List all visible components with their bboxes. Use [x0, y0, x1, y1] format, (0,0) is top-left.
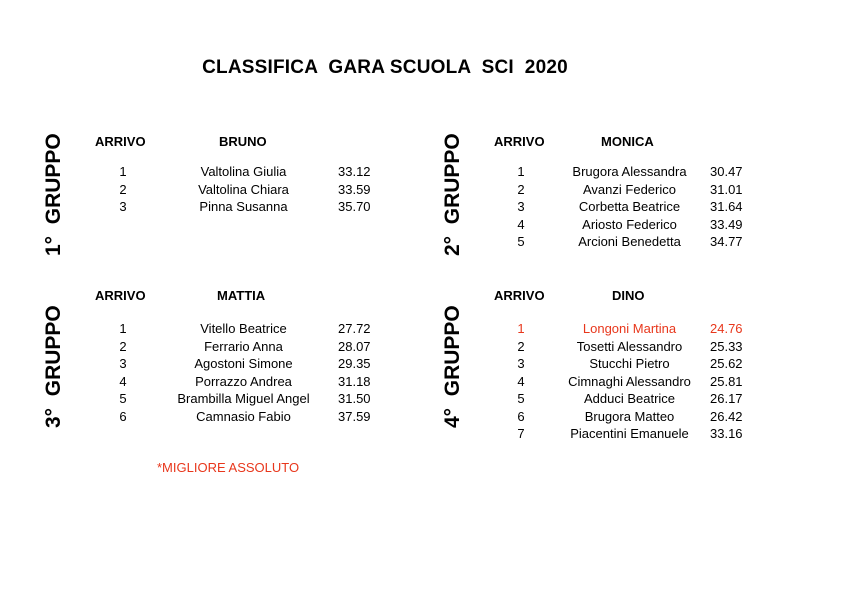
result-time: 35.70 [338, 199, 371, 214]
result-position: 1 [517, 321, 525, 336]
result-name: Ferrario Anna [204, 338, 283, 354]
result-time: 31.50 [338, 391, 371, 406]
result-name: Corbetta Beatrice [578, 199, 681, 214]
result-row [113, 198, 393, 216]
result-row [511, 216, 801, 234]
result-row [511, 373, 801, 391]
group-4-instructor: DINO [612, 288, 645, 303]
result-time: 33.16 [710, 426, 743, 441]
result-row [511, 320, 801, 338]
group-4-label: 4° GRUPPO [441, 305, 464, 428]
result-name: Porrazzo Andrea [195, 373, 292, 389]
result-name: Vitello Beatrice [200, 321, 287, 336]
result-time: 25.81 [710, 373, 743, 389]
result-time: 34.77 [710, 234, 743, 249]
group-3-label: 3° GRUPPO [42, 305, 65, 428]
group-2-arrivo-header: ARRIVO [494, 134, 545, 149]
result-name: Ariosto Federico [582, 216, 677, 232]
result-row [511, 233, 801, 251]
result-position: 2 [517, 181, 525, 197]
result-time: 27.72 [338, 321, 371, 336]
result-time: 25.33 [710, 338, 743, 354]
result-name: Longoni Martina [582, 321, 677, 336]
group-4-arrivo-header: ARRIVO [494, 288, 545, 303]
result-row [511, 425, 801, 443]
result-name: Pinna Susanna [199, 199, 288, 214]
result-row [511, 181, 801, 199]
result-name: Valtolina Chiara [198, 181, 289, 197]
result-position: 3 [517, 356, 525, 371]
group-2-label: 2° GRUPPO [441, 133, 464, 256]
result-row [113, 163, 393, 181]
result-row [113, 320, 393, 338]
result-time: 29.35 [338, 356, 371, 371]
result-time: 33.49 [710, 216, 743, 232]
result-position: 1 [119, 164, 127, 179]
result-row [511, 338, 801, 356]
result-name: Tosetti Alessandro [576, 338, 683, 354]
page-title: CLASSIFICA GARA SCUOLA SCI 2020 [202, 57, 568, 78]
result-time: 31.01 [710, 181, 743, 197]
result-time: 25.62 [710, 356, 743, 371]
result-name: Valtolina Giulia [200, 164, 287, 179]
result-position: 6 [119, 408, 127, 424]
result-row [511, 408, 801, 426]
result-position: 2 [517, 338, 525, 354]
group-3-results [113, 320, 393, 425]
result-row [511, 163, 801, 181]
result-row [113, 338, 393, 356]
result-row [511, 355, 801, 373]
result-time: 24.76 [710, 321, 743, 336]
group-4-results [511, 320, 801, 443]
result-position: 4 [517, 216, 525, 232]
result-position: 5 [517, 391, 525, 406]
result-row [113, 373, 393, 391]
result-position: 2 [119, 181, 127, 197]
result-row [113, 408, 393, 426]
result-time: 30.47 [710, 164, 743, 179]
result-position: 7 [517, 426, 525, 441]
group-2-instructor: MONICA [601, 134, 654, 149]
result-name: Camnasio Fabio [196, 408, 291, 424]
group-3-instructor: MATTIA [217, 288, 266, 303]
result-position: 5 [517, 234, 525, 249]
result-name: Cimnaghi Alessandro [568, 373, 691, 389]
result-row [113, 390, 393, 408]
best-overall-note: *MIGLIORE ASSOLUTO [157, 460, 300, 475]
group-3-arrivo-header: ARRIVO [95, 288, 146, 303]
result-position: 3 [119, 199, 127, 214]
result-position: 4 [119, 373, 127, 389]
result-name: Avanzi Federico [583, 181, 676, 197]
result-position: 4 [517, 373, 525, 389]
result-time: 31.64 [710, 199, 743, 214]
result-row [511, 198, 801, 216]
result-time: 26.42 [710, 408, 743, 424]
result-time: 28.07 [338, 338, 371, 354]
result-row [113, 355, 393, 373]
group-1-instructor: BRUNO [219, 134, 267, 149]
result-position: 5 [119, 391, 127, 406]
result-row [511, 390, 801, 408]
result-position: 1 [517, 164, 525, 179]
result-position: 3 [119, 356, 127, 371]
result-time: 33.12 [338, 164, 371, 179]
result-time: 37.59 [338, 408, 371, 424]
group-1-arrivo-header: ARRIVO [95, 134, 146, 149]
result-name: Arcioni Benedetta [578, 234, 681, 249]
result-time: 33.59 [338, 181, 371, 197]
result-name: Stucchi Pietro [589, 356, 670, 371]
group-1-results [113, 163, 393, 216]
result-position: 1 [119, 321, 127, 336]
result-position: 3 [517, 199, 525, 214]
result-row [113, 181, 393, 199]
group-1-label: 1° GRUPPO [42, 133, 65, 256]
result-name: Piacentini Emanuele [570, 426, 689, 441]
result-name: Brugora Alessandra [572, 164, 687, 179]
result-time: 31.18 [338, 373, 371, 389]
result-position: 2 [119, 338, 127, 354]
result-name: Agostoni Simone [194, 356, 293, 371]
group-2-results [511, 163, 801, 251]
result-time: 26.17 [710, 391, 743, 406]
result-position: 6 [517, 408, 525, 424]
result-name: Brambilla Miguel Angel [177, 391, 310, 406]
result-name: Brugora Matteo [584, 408, 675, 424]
result-name: Adduci Beatrice [583, 391, 676, 406]
